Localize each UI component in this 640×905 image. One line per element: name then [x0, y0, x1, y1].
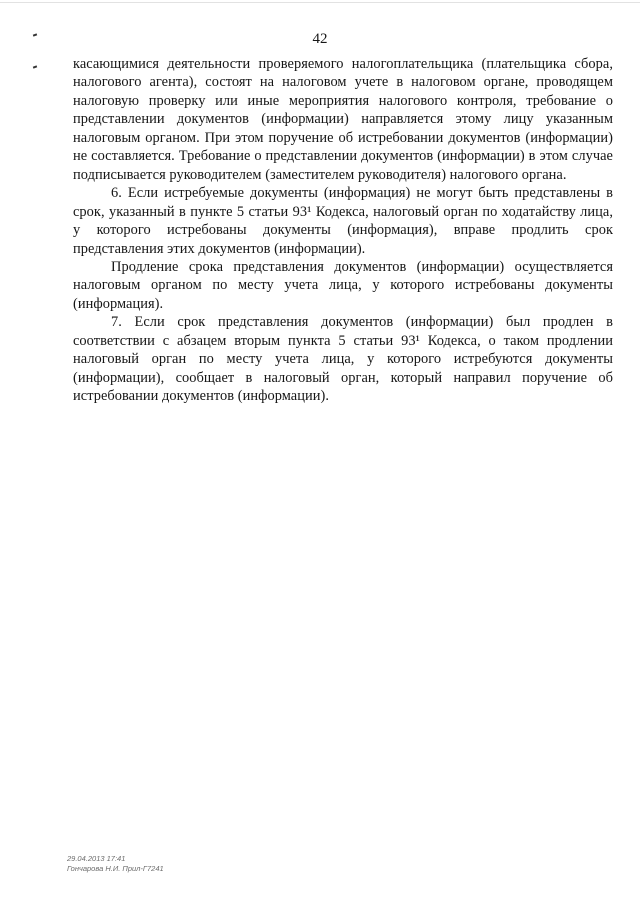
- footer-author-file: Гончарова Н.И. Прил-Г7241: [67, 864, 164, 873]
- paragraph-item-6: 6. Если истребуемые документы (информация) не могут быть представлены в срок, указанный в пункте 5 статьи 93¹ Кодекса, налоговый орган по ходатайству лица, у которого истребованы документы (информация), вправе продлить срок представления этих документов (информации).: [73, 185, 613, 257]
- paragraph-continuation: касающимися деятельности проверяемого налогоплательщика (плательщика сбора, налогового агента), состоят на налоговом учете в налоговом органе, проводящем налоговую проверку или иные мероприятия налогового контроля, требование о представлении документов (информации) направляется этому лицу указанным налоговым органом. При этом поручение об истребовании документов (информации) не составляется. Требование о представлении документов (информации) в этом случае подписывается руководителем (заместителем руководителя) налогового органа.: [73, 56, 613, 183]
- document-footer: [67, 854, 164, 874]
- paragraph-item-7: 7. Если срок представления документов (информации) был продлен в соответствии с абзацем вторым пункта 5 статьи 93¹ Кодекса, о таком продлении налоговый орган по месту учета лица, у которого истребуются документы (информации), сообщает в налоговый орган, который направил поручение об истребовании документов (информации).: [73, 314, 613, 405]
- paragraph-extension: Продление срока представления документов (информации) осуществляется налоговым органом по месту учета лица, у которого истребованы документы (информация).: [73, 258, 613, 312]
- page-number: 42: [312, 31, 328, 47]
- footer-timestamp: 29.04.2013 17:41: [67, 854, 126, 863]
- top-edge-line: [0, 2, 640, 3]
- document-body: [73, 55, 613, 406]
- margin-mark: [33, 65, 37, 68]
